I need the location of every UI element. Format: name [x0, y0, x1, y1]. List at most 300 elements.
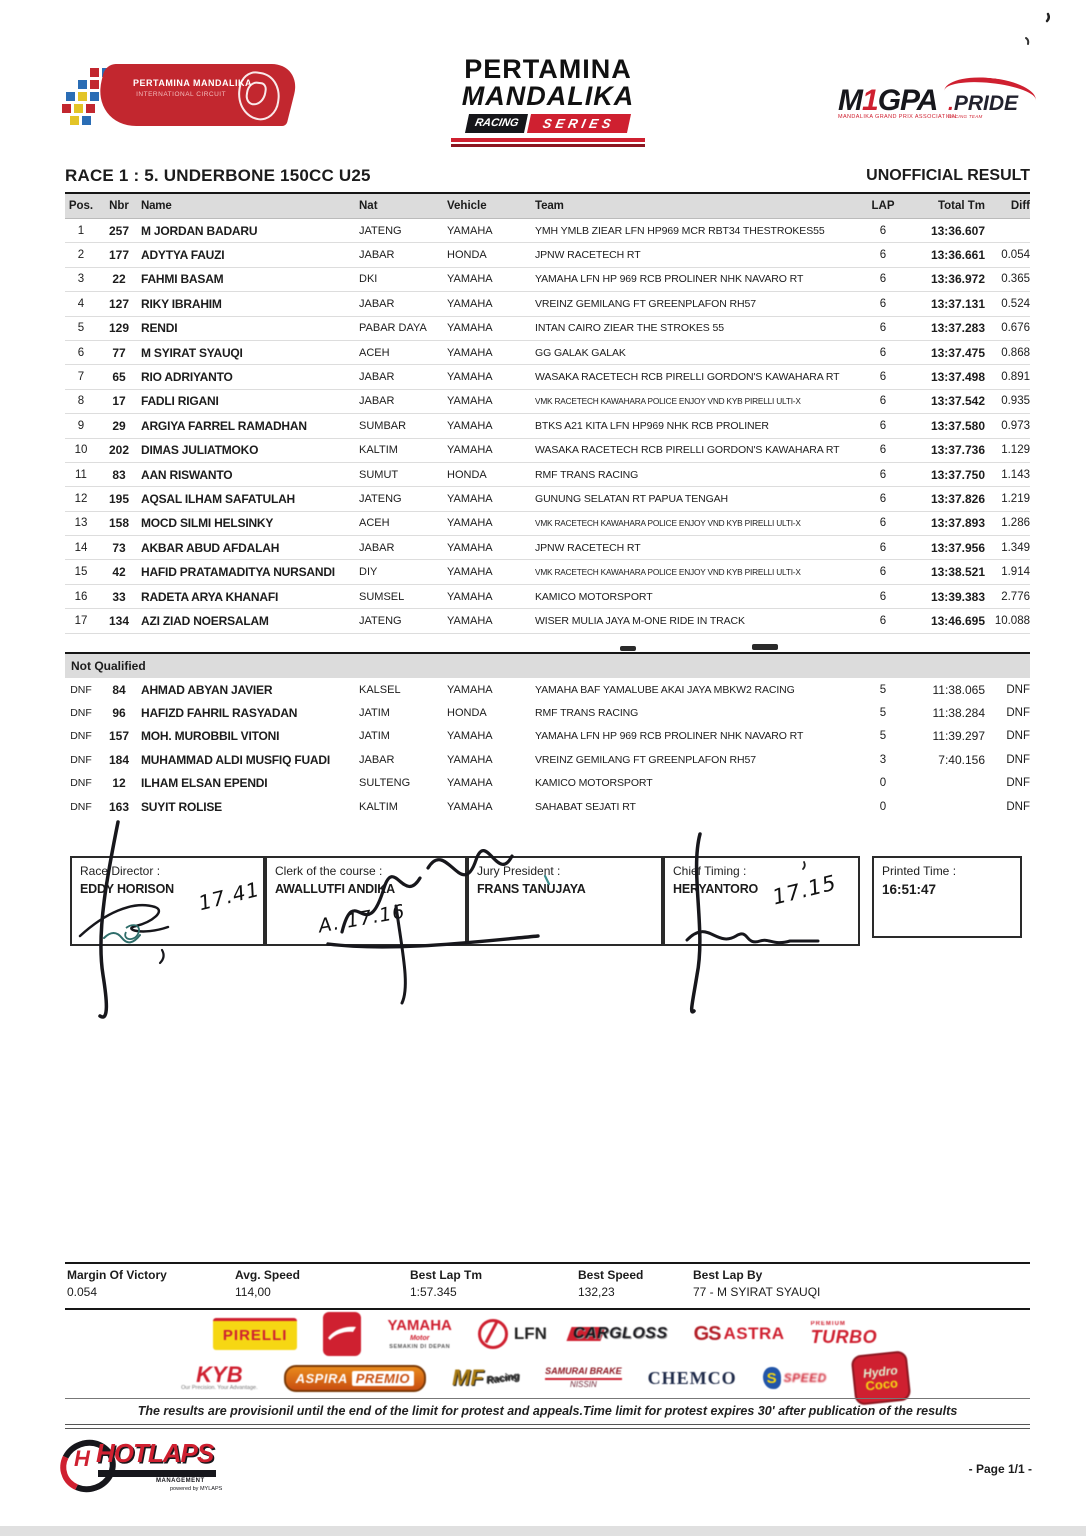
stats-section: [65, 1262, 1030, 1310]
hand-note-race-director: 17.41: [196, 876, 263, 916]
cell-total: 11:39.297: [932, 729, 985, 744]
cell-nat: SUMUT: [359, 468, 399, 481]
table-row: [65, 292, 1030, 316]
cell-total: 13:37.580: [930, 418, 985, 433]
cell-pos: 8: [77, 395, 85, 408]
cell-nbr: 65: [112, 370, 126, 385]
cell-team: GG GALAK GALAK: [535, 346, 626, 359]
cell-pos: 15: [74, 566, 88, 579]
cell-nbr: 195: [108, 491, 130, 506]
hotlaps-text: HOTLAPS: [96, 1438, 214, 1468]
cell-pos: 4: [77, 297, 85, 310]
cargloss-logo: CARGLOSS: [573, 1325, 668, 1343]
table-row: [65, 748, 1030, 771]
yamaha-slogan: SEMAKIN DI DEPAN: [389, 1343, 451, 1350]
stat-label: Margin Of Victory: [67, 1268, 167, 1282]
table-row: [65, 701, 1030, 724]
cell-nat: JATIM: [359, 707, 390, 720]
cell-team: VMK RACETECH KAWAHARA POLICE ENJOY VND KYB PIRELLI ULTI-X: [535, 396, 801, 407]
cell-vehicle: YAMAHA: [447, 683, 493, 696]
jury-role: Jury President :: [477, 864, 561, 878]
cell-nbr: 17: [112, 394, 126, 409]
cell-vehicle: YAMAHA: [447, 395, 493, 408]
track-outline-icon: [235, 69, 283, 122]
footer-rule: [65, 1398, 1030, 1399]
cell-total: 13:37.475: [930, 345, 985, 360]
table-row: [65, 268, 1030, 292]
cell-pos: 7: [77, 371, 85, 384]
cell-total: 13:36.661: [930, 248, 985, 263]
cell-pos: 16: [74, 590, 88, 603]
cell-nbr: 83: [112, 467, 126, 482]
pirelli-logo: PIRELLI: [213, 1318, 298, 1350]
cell-vehicle: HONDA: [447, 707, 487, 720]
cell-nbr: 42: [112, 565, 126, 580]
results-table-header: [65, 192, 1030, 219]
table-row: [65, 487, 1030, 511]
cell-nat: DKI: [359, 273, 378, 286]
table-row: [65, 678, 1030, 701]
hand-note-chief-timing: 17.15: [770, 870, 840, 910]
header-cell-name: Name: [141, 200, 172, 212]
results-table-body: [65, 219, 1030, 634]
stat-value: 132,23: [578, 1285, 615, 1299]
cell-total: 13:37.750: [930, 467, 985, 482]
lfn-logo: LFN: [478, 1319, 547, 1349]
mosaic-dot: [90, 80, 99, 89]
stat-margin: [67, 1268, 167, 1299]
cell-team: VMK RACETECH KAWAHARA POLICE ENJOY VND KYB PIRELLI ULTI-X: [535, 518, 801, 529]
circuit-logo-line2: INTERNATIONAL CIRCUIT: [136, 91, 227, 98]
cell-nat: JATIM: [359, 730, 390, 743]
cell-diff: 1.143: [1001, 468, 1030, 481]
cell-nat: JATENG: [359, 614, 402, 627]
cell-team: VMK RACETECH KAWAHARA POLICE ENJOY VND KYB PIRELLI ULTI-X: [535, 567, 801, 578]
cell-team: WASAKA RACETECH RCB PIRELLI GORDON'S KAWAHARA RT: [535, 444, 840, 457]
table-row: [65, 560, 1030, 584]
jury-name: FRANS TANUJAYA: [477, 882, 586, 896]
table-row: [65, 219, 1030, 243]
table-row: [65, 463, 1030, 487]
mosaic-dot: [86, 104, 95, 113]
cell-nat: DIY: [359, 566, 378, 579]
cell-vehicle: YAMAHA: [447, 224, 493, 237]
cell-name: ILHAM ELSAN EPENDI: [141, 776, 268, 791]
cell-name: M JORDAN BADARU: [141, 223, 258, 238]
cell-vehicle: YAMAHA: [447, 297, 493, 310]
mosaic-dot: [70, 116, 79, 125]
table-row: [65, 725, 1030, 748]
logo-mandalika-text: MANDALIKA: [461, 81, 635, 111]
table-row: [65, 390, 1030, 414]
logo-stripe-dark: [451, 144, 645, 147]
cell-total: 13:39.383: [930, 589, 985, 604]
cell-diff: DNF: [1006, 777, 1030, 790]
table-row: [65, 536, 1030, 560]
corner-pen-mark: [1018, 8, 1058, 52]
header-cell-lap: LAP: [871, 200, 895, 212]
table-row: [65, 585, 1030, 609]
not-qualified-band: [65, 652, 1030, 678]
circuit-logo-banner: [90, 64, 301, 126]
stat-best-lap-by: [693, 1268, 820, 1299]
mosaic-dot: [62, 104, 71, 113]
pride-logo: .PRIDE RACING TEAM: [948, 92, 1018, 119]
cell-lap: 6: [879, 590, 887, 603]
cell-pos: DNF: [70, 753, 92, 766]
logo-stripe-red: [451, 138, 645, 142]
stat-label: Best Speed: [578, 1268, 644, 1282]
not-qualified-label: Not Qualified: [71, 659, 146, 673]
not-qualified-table: [65, 678, 1030, 818]
stat-best-lap: [410, 1268, 482, 1299]
cell-pos: DNF: [70, 777, 92, 790]
cell-nbr: 73: [112, 540, 126, 555]
cell-team: KAMICO MOTORSPORT: [535, 590, 653, 603]
cell-pos: 14: [74, 541, 88, 554]
cell-diff: 2.776: [1001, 590, 1030, 603]
cell-name: AQSAL ILHAM SAFATULAH: [141, 491, 296, 506]
header-cell-nat: Nat: [359, 200, 378, 212]
printed-time-box: [872, 856, 1022, 938]
cell-nat: ACEH: [359, 346, 390, 359]
cell-name: RADETA ARYA KHANAFI: [141, 589, 279, 604]
circuit-logo-line1: PERTAMINA MANDALIKA: [132, 78, 252, 88]
cell-team: RMF TRANS RACING: [535, 707, 639, 720]
table-row: [65, 341, 1030, 365]
scan-edge-strip: [0, 1526, 1086, 1536]
cell-pos: 6: [77, 346, 85, 359]
cell-total: 13:37.893: [930, 516, 985, 531]
cell-name: MUHAMMAD ALDI MUSFIQ FUADI: [141, 752, 330, 767]
cell-nbr: 177: [108, 248, 130, 263]
chemco-logo: CHEMCO: [647, 1367, 737, 1388]
cell-name: RIKY IBRAHIM: [141, 296, 222, 311]
cell-nbr: 84: [112, 682, 126, 697]
cell-diff: DNF: [1006, 683, 1030, 696]
cell-team: KAMICO MOTORSPORT: [535, 777, 653, 790]
cell-nbr: 96: [112, 706, 126, 721]
cell-lap: 6: [879, 541, 887, 554]
samurai-brake-logo: SAMURAI BRAKE NISSIN: [545, 1366, 622, 1390]
table-row: [65, 414, 1030, 438]
cell-lap: 6: [879, 517, 887, 530]
cell-name: SUYIT ROLISE: [141, 799, 222, 814]
table-row: [65, 609, 1030, 633]
cell-nat: SUMBAR: [359, 419, 407, 432]
chief-timing-role: Chief Timing :: [673, 864, 747, 878]
kyb-logo: KYB Our Precision. Your Advantage.: [181, 1362, 258, 1392]
cell-nat: ACEH: [359, 517, 390, 530]
cell-lap: 6: [879, 492, 887, 505]
cell-team: YAMAHA LFN HP 969 RCB PROLINER NHK NAVARO RT: [535, 273, 804, 286]
cell-lap: 6: [879, 395, 887, 408]
cell-lap: 6: [879, 322, 887, 335]
chief-timing-name: HERYANTORO: [673, 882, 759, 896]
race-title: RACE 1 : 5. UNDERBONE 150CC U25: [65, 166, 371, 185]
cell-pos: DNF: [70, 707, 92, 720]
mosaic-dot: [78, 80, 87, 89]
mosaic-dot: [82, 116, 91, 125]
cell-nat: KALTIM: [359, 444, 398, 457]
stat-best-speed: [578, 1268, 643, 1299]
chief-timing-box: [663, 856, 860, 946]
cell-nbr: 157: [108, 729, 130, 744]
cell-name: MOCD SILMI HELSINKY: [141, 516, 274, 531]
cell-vehicle: YAMAHA: [447, 273, 493, 286]
cell-nat: KALTIM: [359, 800, 398, 813]
cell-diff: DNF: [1006, 730, 1030, 743]
s-flame-icon: S: [763, 1367, 781, 1389]
cell-diff: 0.973: [1001, 419, 1030, 432]
table-row: [65, 772, 1030, 795]
cell-lap: 6: [879, 419, 887, 432]
cell-vehicle: YAMAHA: [447, 777, 493, 790]
cell-diff: 1.286: [1001, 517, 1030, 530]
cell-lap: 6: [879, 346, 887, 359]
cell-nat: JABAR: [359, 249, 395, 262]
cell-diff: 1.349: [1001, 541, 1030, 554]
aspira-premio-logo: ASPIRA PREMIO: [284, 1365, 426, 1392]
cell-diff: 0.524: [1001, 297, 1030, 310]
cell-diff: 0.676: [1001, 322, 1030, 335]
lfn-ring-icon: [478, 1319, 508, 1349]
cell-team: GUNUNG SELATAN RT PAPUA TENGAH: [535, 492, 729, 505]
cell-name: M SYIRAT SYAUQI: [141, 345, 243, 360]
cell-diff: 0.935: [1001, 395, 1030, 408]
cell-lap: 6: [879, 444, 887, 457]
cell-pos: DNF: [70, 730, 92, 743]
yamaha-logo: YAMAHA Motor SEMAKIN DI DEPAN: [387, 1316, 452, 1350]
cell-nbr: 127: [108, 296, 130, 311]
yamaha-sub: Motor: [409, 1334, 430, 1342]
cell-vehicle: YAMAHA: [447, 800, 493, 813]
cell-nat: KALSEL: [359, 683, 401, 696]
cell-pos: 10: [74, 444, 88, 457]
cell-team: INTAN CAIRO ZIEAR THE STROKES 55: [535, 322, 724, 335]
clerk-role: Clerk of the course :: [275, 864, 383, 878]
turbo-sub: PREMIUM: [810, 1320, 846, 1327]
disclaimer-text: The results are provisionil until the end of the limit for protest and appeals.Time limit for protest expires 30' after publication of the results: [137, 1404, 958, 1418]
cell-name: HAFID PRATAMADITYA NURSANDI: [141, 565, 335, 580]
racing-series-logo: [443, 54, 653, 147]
jury-president-box: [467, 856, 663, 946]
cell-vehicle: YAMAHA: [447, 541, 493, 554]
mosaic-dot: [90, 68, 99, 77]
cell-pos: 12: [74, 492, 88, 505]
cell-name: AKBAR ABUD AFDALAH: [141, 540, 280, 555]
clerk-of-course-box: [265, 856, 467, 946]
cell-lap: 6: [879, 249, 887, 262]
cell-name: RENDI: [141, 321, 178, 336]
cell-lap: 5: [879, 707, 887, 720]
printed-time-value: 16:51:47: [882, 882, 937, 897]
stat-value: 114,00: [235, 1285, 271, 1299]
stat-value: 1:57.345: [410, 1285, 457, 1299]
cell-vehicle: HONDA: [447, 249, 487, 262]
cell-vehicle: YAMAHA: [447, 753, 493, 766]
table-row: [65, 243, 1030, 267]
cell-pos: 9: [77, 419, 85, 432]
cell-pos: 1: [77, 224, 85, 237]
turbo-logo: PREMIUM TURBO: [810, 1320, 878, 1347]
cell-team: SAHABAT SEJATI RT: [535, 800, 636, 813]
cell-total: 13:37.956: [930, 540, 985, 555]
cell-nat: JABAR: [359, 541, 395, 554]
cell-name: AAN RISWANTO: [141, 467, 233, 482]
cell-nat: JABAR: [359, 297, 395, 310]
cell-name: RIO ADRIYANTO: [141, 370, 233, 385]
stat-label: Best Lap Tm: [410, 1268, 483, 1282]
cell-nbr: 77: [112, 345, 126, 360]
cell-lap: 6: [879, 614, 887, 627]
cell-name: ARGIYA FARREL RAMADHAN: [141, 418, 307, 433]
hotlaps-h: H: [74, 1446, 90, 1471]
cell-team: YAMAHA BAF YAMALUBE AKAI JAYA MBKW2 RACING: [535, 683, 795, 696]
gs-astra-logo: GS ASTRA: [693, 1322, 785, 1345]
cell-pos: 5: [77, 322, 85, 335]
hotlaps-logo: [60, 1438, 230, 1500]
scan-artifact: [620, 646, 636, 651]
header-cell-team: Team: [535, 200, 564, 212]
cell-total: 13:37.283: [930, 321, 985, 336]
cell-team: YMH YMLB ZIEAR LFN HP969 MCR RBT34 THESTROKES55: [535, 224, 825, 237]
cell-total: 13:36.607: [930, 223, 985, 238]
footer-double-rule: [65, 1424, 1030, 1429]
header-cell-nbr: Nbr: [109, 200, 129, 212]
cell-vehicle: YAMAHA: [447, 444, 493, 457]
stat-value: 0.054: [67, 1285, 98, 1299]
printed-time-label: Printed Time :: [882, 864, 957, 878]
kyb-sub: Our Precision. Your Advantage.: [181, 1385, 258, 1392]
cell-vehicle: YAMAHA: [447, 590, 493, 603]
cell-total: 7:40.156: [938, 752, 985, 767]
sponsor-logos: [150, 1312, 940, 1400]
logo-series-badge: SERIES: [527, 114, 631, 133]
stat-label: Best Lap By: [693, 1268, 763, 1282]
cell-vehicle: YAMAHA: [447, 346, 493, 359]
cell-vehicle: YAMAHA: [447, 371, 493, 384]
table-row: [65, 439, 1030, 463]
cell-nbr: 12: [112, 776, 126, 791]
cell-nbr: 22: [112, 272, 126, 287]
cell-team: VREINZ GEMILANG FT GREENPLAFON RH57: [535, 753, 756, 766]
mf-racing-logo: MF Racing: [452, 1365, 520, 1390]
cell-lap: 3: [879, 753, 887, 766]
cell-team: BTKS A21 KITA LFN HP969 NHK RCB PROLINER: [535, 419, 769, 432]
header-cell-pos: Pos.: [68, 200, 94, 212]
cell-lap: 5: [879, 730, 887, 743]
hotlaps-powered-by: powered by MYLAPS: [170, 1486, 223, 1492]
cell-diff: 1.914: [1001, 566, 1030, 579]
logo-pertamina-text: PERTAMINA: [464, 54, 632, 84]
cell-diff: 10.088: [994, 614, 1030, 627]
cell-vehicle: YAMAHA: [447, 492, 493, 505]
mosaic-dot: [74, 104, 83, 113]
mosaic-dot: [90, 92, 99, 101]
cell-lap: 6: [879, 371, 887, 384]
stat-label: Avg. Speed: [235, 1268, 300, 1282]
cell-vehicle: YAMAHA: [447, 517, 493, 530]
cell-diff: 1.129: [1001, 444, 1030, 457]
results-table: [65, 192, 1030, 634]
stat-avg-speed: [235, 1268, 300, 1299]
cell-nbr: 202: [108, 443, 130, 458]
cell-lap: 0: [879, 800, 887, 813]
cell-vehicle: YAMAHA: [447, 566, 493, 579]
cell-name: FAHMI BASAM: [141, 272, 224, 287]
cell-total: 13:38.521: [930, 565, 985, 580]
race-director-role: Race Director :: [80, 864, 161, 878]
cell-total: 13:37.542: [930, 394, 985, 409]
cell-team: WASAKA RACETECH RCB PIRELLI GORDON'S KAWAHARA RT: [535, 371, 840, 384]
cell-nbr: 129: [108, 321, 130, 336]
table-row: [65, 512, 1030, 536]
mgpa-logo-subtext: MANDALIKA GRAND PRIX ASSOCIATION: [838, 114, 957, 120]
cell-pos: 13: [74, 517, 88, 530]
stat-value: 77 - M SYIRAT SYAUQI: [693, 1285, 821, 1299]
cell-name: AHMAD ABYAN JAVIER: [141, 682, 273, 697]
cell-nbr: 29: [112, 418, 126, 433]
page-number: - Page 1/1 -: [968, 1462, 1032, 1476]
cell-lap: 6: [879, 224, 887, 237]
cell-vehicle: YAMAHA: [447, 614, 493, 627]
cell-nbr: 257: [108, 223, 130, 238]
cell-pos: DNF: [70, 800, 92, 813]
cell-vehicle: HONDA: [447, 468, 487, 481]
cell-lap: 0: [879, 777, 887, 790]
cell-diff: DNF: [1006, 707, 1030, 720]
cell-name: FADLI RIGANI: [141, 394, 219, 409]
header-cell-diff: Diff: [1010, 200, 1030, 212]
cell-nbr: 163: [108, 799, 130, 814]
cell-pos: 3: [77, 273, 85, 286]
cell-nat: SULTENG: [359, 777, 411, 790]
cell-total: 13:37.498: [930, 370, 985, 385]
cell-team: JPNW RACETECH RT: [535, 541, 641, 554]
cell-diff: DNF: [1006, 800, 1030, 813]
result-status-label: UNOFFICIAL RESULT: [866, 167, 1030, 184]
hand-note-clerk: A. 17.16: [316, 900, 408, 938]
cell-lap: 5: [879, 683, 887, 696]
cell-vehicle: YAMAHA: [447, 730, 493, 743]
mosaic-dot: [78, 92, 87, 101]
cell-total: 13:46.695: [930, 613, 985, 628]
header-cell-vehicle: Vehicle: [447, 200, 487, 212]
cell-pos: 2: [77, 249, 85, 262]
cell-team: JPNW RACETECH RT: [535, 249, 641, 262]
cell-diff: 1.219: [1001, 492, 1030, 505]
cell-total: 11:38.065: [932, 682, 985, 697]
cell-nbr: 184: [108, 752, 130, 767]
pride-logo-subtext: RACING TEAM: [948, 114, 983, 119]
cell-total: 13:37.736: [930, 443, 985, 458]
table-row: [65, 795, 1030, 818]
cell-pos: DNF: [70, 683, 92, 696]
scan-artifact: [752, 644, 778, 650]
cell-nat: JATENG: [359, 224, 402, 237]
cell-total: 13:36.972: [930, 272, 985, 287]
cell-nat: JATENG: [359, 492, 402, 505]
cell-nbr: 134: [108, 613, 130, 628]
cell-diff: 0.868: [1001, 346, 1030, 359]
cell-diff: DNF: [1006, 753, 1030, 766]
cell-lap: 6: [879, 566, 887, 579]
cell-name: MOH. MUROBBIL VITONI: [141, 729, 280, 744]
logo-racing-badge: RACING: [465, 114, 528, 133]
cell-nat: JABAR: [359, 753, 395, 766]
cell-nbr: 158: [108, 516, 130, 531]
